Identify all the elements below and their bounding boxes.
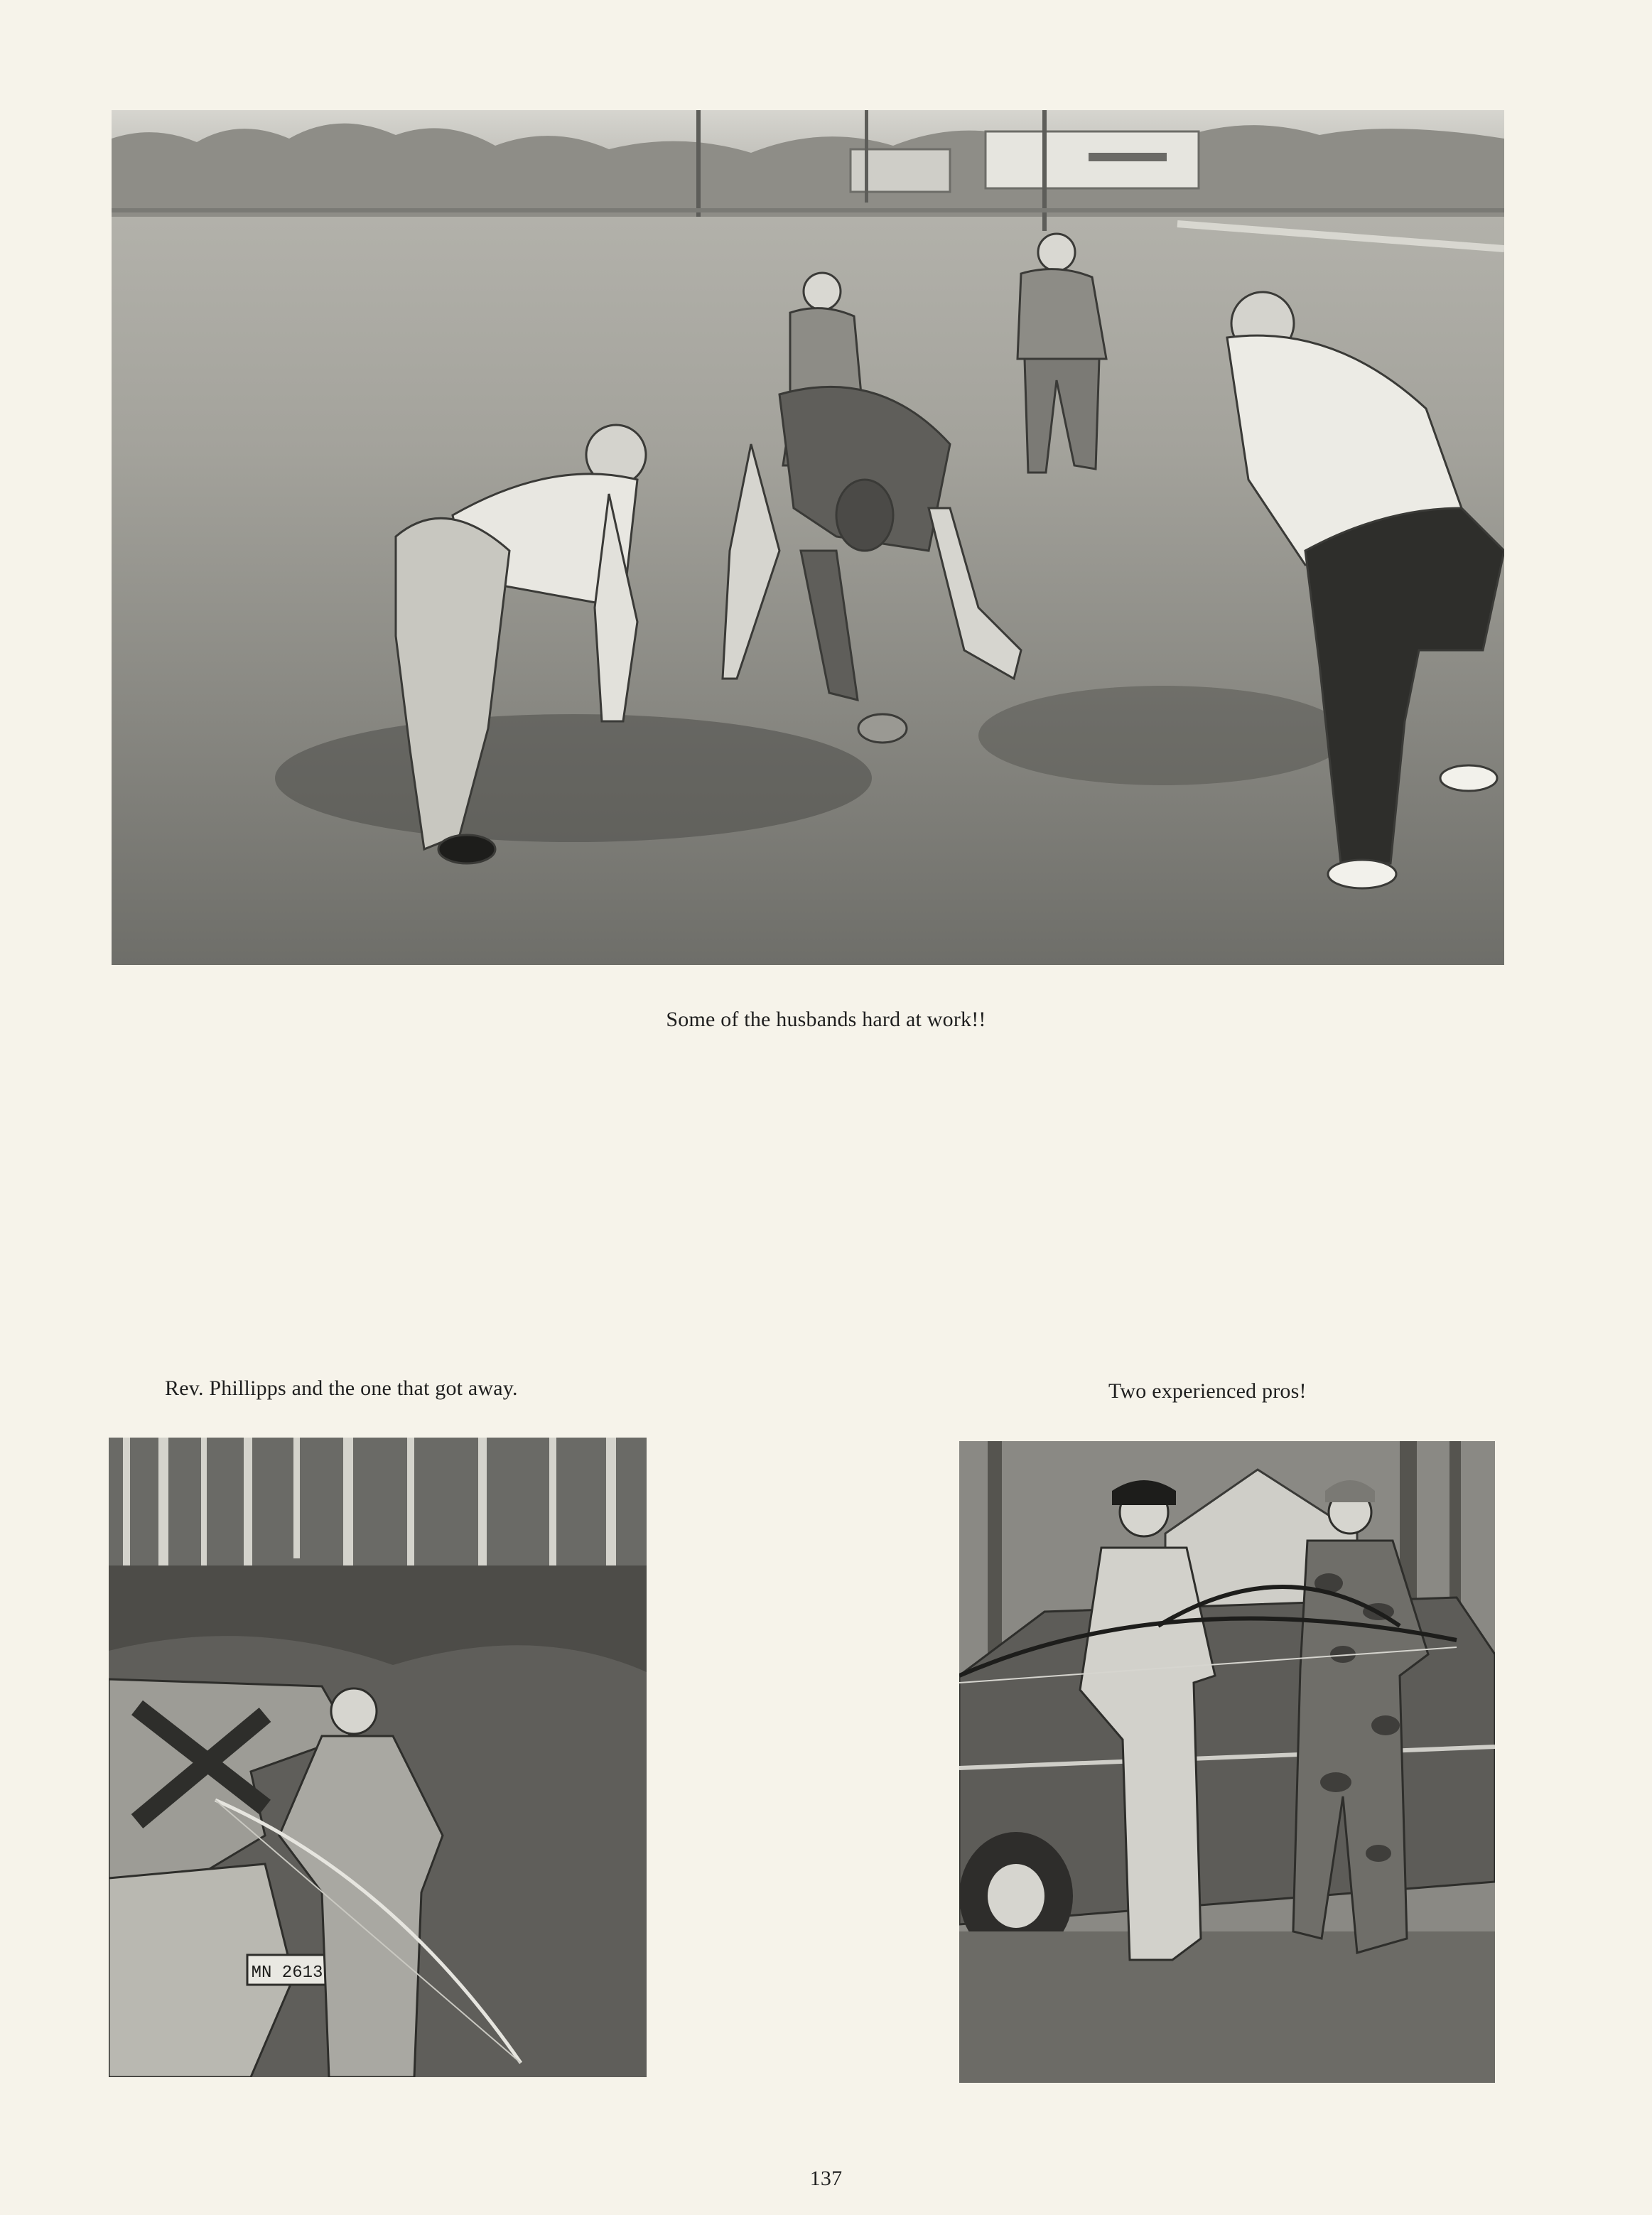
- rev-phillipps-photo: [109, 1438, 647, 2077]
- two-pros-photo: [959, 1441, 1495, 2083]
- football-photo: [112, 110, 1504, 965]
- two-pros-caption: Two experienced pros!: [1108, 1379, 1307, 1403]
- page-number: 137: [809, 2167, 843, 2190]
- rev-phillipps-caption: Rev. Phillipps and the one that got away.: [165, 1376, 518, 1400]
- license-plate: MN 2613: [251, 1963, 323, 1983]
- football-caption: Some of the husbands hard at work!!: [666, 1008, 986, 1031]
